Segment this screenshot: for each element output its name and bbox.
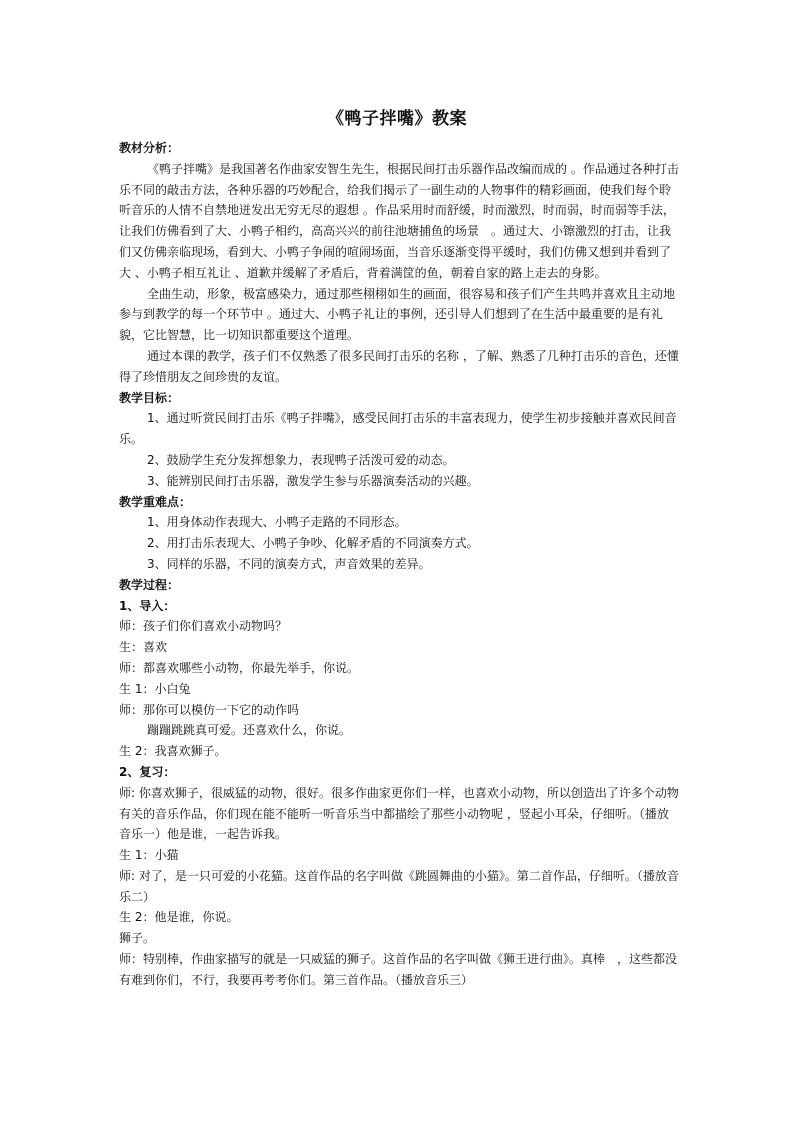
dialogue-line: 蹦蹦跳跳真可爱。还喜欢什么，你说。 bbox=[147, 723, 352, 738]
step-heading-review: 2、复习： bbox=[119, 764, 176, 779]
analysis-paragraph-3: 通过本课的教学，孩子们不仅熟悉了很多民间打击乐的名称 ，了解、熟悉了几种打击乐的音色，还懂得了珍惜朋友之间珍贵的友谊。 bbox=[119, 348, 679, 384]
dialogue-line: 师: 对了，是一只可爱的小花猫。这首作品的名字叫做《跳圆舞曲的小猫》。第二首作品，仔细听。（播放音乐二） bbox=[119, 868, 679, 904]
dialogue-line: 狮子。 bbox=[119, 931, 156, 946]
keypoint-item: 1、用身体动作表现大、小鸭子走路的不同形态。 bbox=[147, 515, 407, 530]
dialogue-line: 师: 你喜欢狮子，很威猛的动物，很好。很多作曲家更你们一样，也喜欢小动物，所以创造出了许多个动物有关的音乐作品，你们现在能不能听一听音乐当中都描绘了那些小动物呢 ，竖起小耳朵，仔细听。（播放音乐一）他是谁，一起告诉我。 bbox=[119, 785, 679, 842]
section-heading-analysis: 教材分析： bbox=[119, 141, 180, 155]
document-body bbox=[119, 138, 679, 991]
dialogue-line: 生 1：小白兔 bbox=[119, 681, 191, 696]
section-heading-goals: 教学目标： bbox=[119, 390, 180, 405]
keypoint-item: 3、同样的乐器，不同的演奏方式，声音效果的差异。 bbox=[147, 556, 431, 571]
dialogue-line: 生 1：小猫 bbox=[119, 848, 179, 863]
document-title: 《鸭子拌嘴》教案 bbox=[327, 109, 467, 129]
dialogue-line: 师：特别棒，作曲家描写的就是一只威猛的狮子。这首作品的名字叫做《狮王进行曲》。真棒 ，这些都没有难到你们，不行，我要再考考你们。第三首作品。（播放音乐三） bbox=[119, 952, 678, 987]
section-heading-keypoints: 教学重难点： bbox=[119, 494, 192, 509]
dialogue-line: 师：孩子们你们喜欢小动物吗？ bbox=[119, 619, 288, 634]
dialogue-line: 师：那你可以模仿一下它的动作吗 bbox=[119, 702, 300, 717]
keypoint-item: 2、用打击乐表现大、小鸭子争吵、化解矛盾的不同演奏方式。 bbox=[147, 536, 479, 551]
goal-item: 2、鼓励学生充分发挥想象力，表现鸭子活泼可爱的动态。 bbox=[147, 452, 455, 467]
dialogue-line: 生：喜欢 bbox=[119, 640, 168, 655]
dialogue-line: 师：都喜欢哪些小动物，你最先举手，你说。 bbox=[119, 660, 360, 675]
goal-item: 3、能辨别民间打击乐器，激发学生参与乐器演奏活动的兴趣。 bbox=[147, 473, 479, 488]
dialogue-line: 生 2：我喜欢狮子。 bbox=[119, 744, 227, 759]
dialogue-line: 生 2：他是谁，你说。 bbox=[119, 910, 239, 925]
analysis-paragraph-2: 全曲生动，形象，极富感染力，通过那些栩栩如生的画面，很容易和孩子们产生共鸣并喜欢且主动地参与到教学的每一个环节中 。通过大、小鸭子礼让的事例，还引导人们想到了在生活中最重要的是有礼貌，它比智慧，比一切知识都重要这个道理。 bbox=[119, 286, 676, 343]
goal-item: 1、通过听赏民间打击乐《鸭子拌嘴》，感受民间打击乐的丰富表现力，使学生初步接触并喜欢民间音乐。 bbox=[119, 411, 677, 447]
step-heading-intro: 1、导入： bbox=[119, 598, 176, 613]
section-heading-process: 教学过程： bbox=[119, 577, 180, 592]
analysis-paragraph-1: 《鸭子拌嘴》是我国著名作曲家安智生先生，根据民间打击乐器作品改编而成的 。作品通过各种打击乐不同的敲击方法，各种乐器的巧妙配合，给我们揭示了一副生动的人物事件的精彩画面，使我们每个聆听音乐的人情不自禁地迸发出无穷无尽的遐想 。作品采用时而舒缓，时而激烈，时而弱，时而弱等手法，让我们仿佛看到了大、小鸭子相约，高高兴兴的前往池塘捕鱼的场景 。通过大、小镲激烈的打击，让我们又仿佛亲临现场，看到大、小鸭子争闹的喧闹场面，当音乐逐渐变得平缓时，我们仿佛又想到并看到了大 、小鸭子相互礼让 、道歉并缓解了矛盾后，背着满筐的鱼，朝着自家的路上走去的身影。 bbox=[119, 161, 679, 280]
